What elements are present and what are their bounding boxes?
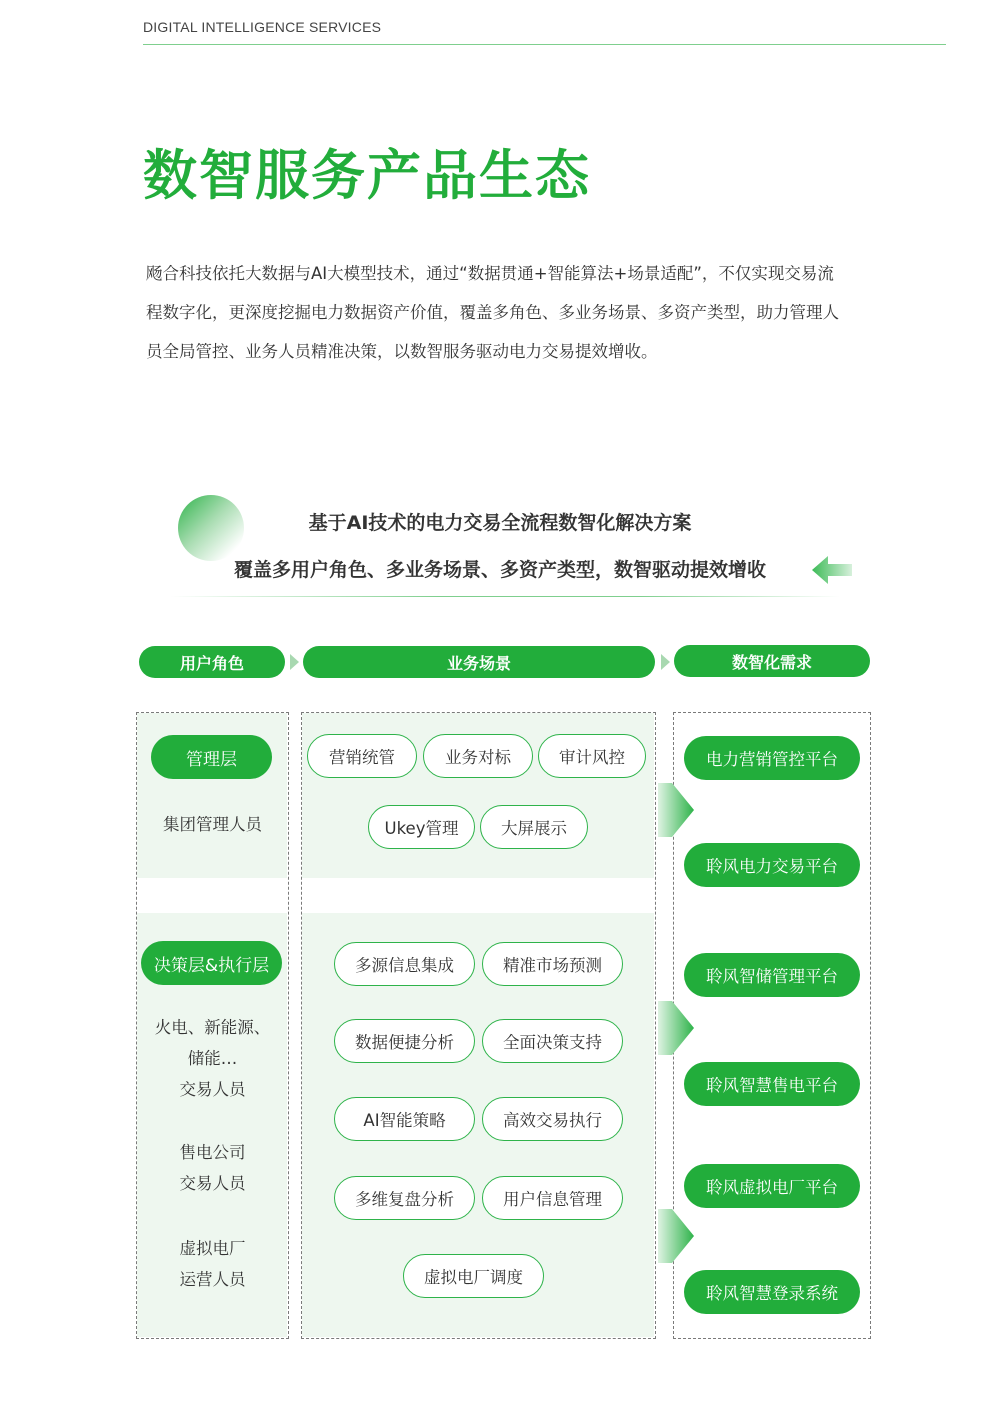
role-executive: 决策层&执行层 bbox=[141, 941, 282, 985]
role-group-line: 火电、新能源、 bbox=[154, 1018, 271, 1037]
banner-underline bbox=[170, 596, 840, 597]
header-label: DIGITAL INTELLIGENCE SERVICES bbox=[143, 19, 382, 35]
chevron-right-icon bbox=[290, 654, 299, 670]
role-group-line: 储能… bbox=[187, 1049, 238, 1068]
scenario-tag: 全面决策支持 bbox=[482, 1019, 623, 1063]
scenario-tag: 多源信息集成 bbox=[334, 942, 475, 986]
role-group-line: 交易人员 bbox=[179, 1174, 246, 1193]
role-group-retail bbox=[136, 1137, 289, 1199]
scenario-tag: 大屏展示 bbox=[480, 805, 588, 849]
scenario-tag: 用户信息管理 bbox=[482, 1176, 623, 1220]
scenario-tag: 审计风控 bbox=[538, 734, 646, 778]
role-group-generation bbox=[136, 1012, 289, 1105]
needs-column-box bbox=[673, 712, 871, 1339]
chevron-right-icon bbox=[661, 654, 670, 670]
role-group-line: 交易人员 bbox=[179, 1080, 246, 1099]
scenario-tag: 虚拟电厂调度 bbox=[403, 1254, 544, 1298]
header-divider bbox=[143, 44, 946, 45]
banner-subline: 覆盖多用户角色、多业务场景、多资产类型，数智驱动提效增收 bbox=[233, 559, 766, 581]
platform-pill: 聆风虚拟电厂平台 bbox=[684, 1164, 860, 1208]
banner-headline: 基于AI技术的电力交易全流程数智化解决方案 bbox=[308, 512, 692, 534]
role-management: 管理层 bbox=[151, 735, 272, 779]
platform-pill: 聆风智慧登录系统 bbox=[684, 1270, 860, 1314]
role-group-line: 虚拟电厂 bbox=[179, 1239, 246, 1258]
column-header-roles: 用户角色 bbox=[139, 646, 285, 678]
scenario-tag: Ukey管理 bbox=[368, 805, 475, 849]
scenario-tag: 高效交易执行 bbox=[482, 1097, 623, 1141]
intro-paragraph bbox=[146, 254, 866, 371]
arrow-right-icon bbox=[658, 1001, 696, 1055]
page-title: 数智服务产品生态 bbox=[143, 144, 591, 207]
platform-pill: 聆风智储管理平台 bbox=[684, 953, 860, 997]
arrow-right-icon bbox=[658, 1209, 696, 1263]
intro-line: 程数字化，更深度挖掘电力数据资产价值，覆盖多角色、多业务场景、多资产类型，助力管理人 bbox=[146, 303, 839, 322]
role-management-people: 集团管理人员 bbox=[163, 815, 262, 834]
scenario-tag: 业务对标 bbox=[423, 734, 533, 778]
platform-pill: 电力营销管控平台 bbox=[684, 736, 860, 780]
scenario-tag: 精准市场预测 bbox=[482, 942, 623, 986]
platform-pill: 聆风电力交易平台 bbox=[684, 843, 860, 887]
scenario-tag: 多维复盘分析 bbox=[334, 1176, 475, 1220]
scenario-tag: 营销统管 bbox=[307, 734, 417, 778]
scenario-tag: AI智能策略 bbox=[334, 1097, 475, 1141]
platform-pill: 聆风智慧售电平台 bbox=[684, 1062, 860, 1106]
role-group-line: 运营人员 bbox=[179, 1270, 246, 1289]
column-header-scenarios: 业务场景 bbox=[303, 646, 655, 678]
intro-line: 员全局管控、业务人员精准决策，以数智服务驱动电力交易提效增收。 bbox=[146, 342, 658, 361]
role-group-vpp bbox=[136, 1233, 289, 1295]
role-group-line: 售电公司 bbox=[179, 1143, 246, 1162]
scenario-tag: 数据便捷分析 bbox=[334, 1019, 475, 1063]
intro-line: 飏合科技依托大数据与AI大模型技术，通过“数据贯通+智能算法+场景适配”，不仅实现交易流 bbox=[146, 264, 834, 283]
column-header-needs: 数智化需求 bbox=[674, 645, 870, 677]
arrow-right-icon bbox=[658, 783, 696, 837]
left-arrow-icon bbox=[812, 556, 852, 584]
